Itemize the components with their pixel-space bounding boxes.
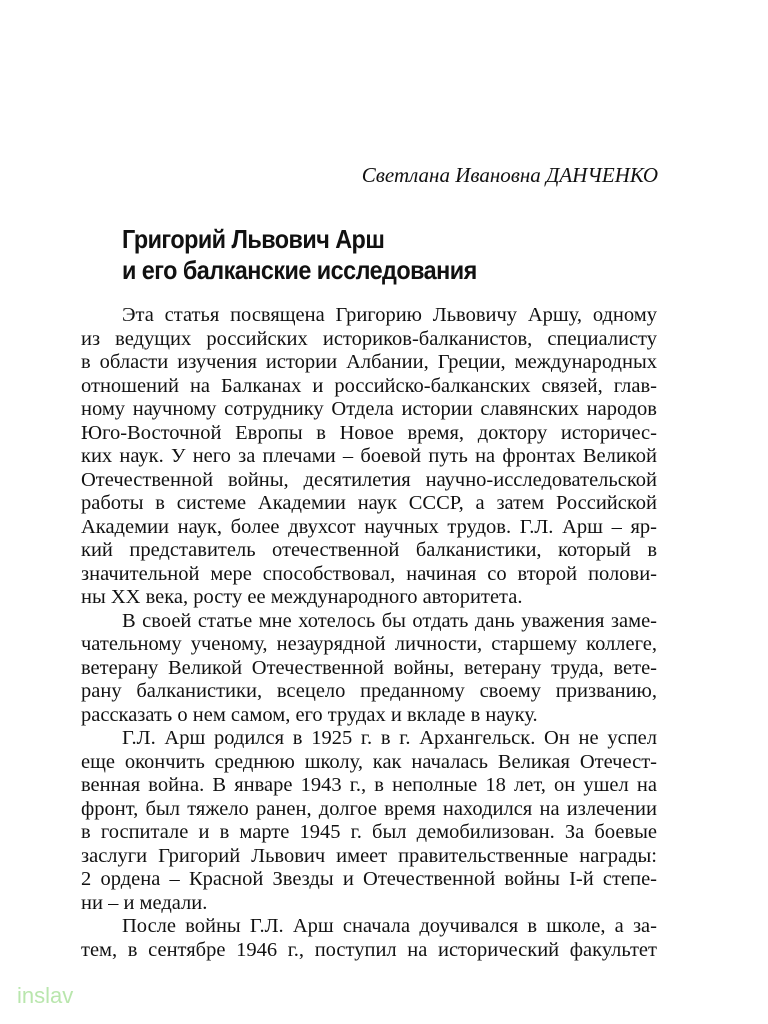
author-name: Светлана Ивановна ДАНЧЕНКО [361, 163, 658, 187]
body-line: венная война. В январе 1943 г., в неполные 18 лет, он ушел на [81, 774, 657, 796]
title-line: и его балканские исследования [122, 255, 477, 285]
body-line: фронт, был тяжело ранен, долгое время находился на излечении [81, 797, 657, 820]
body-line: рассказать о нем самом, его трудах и вкладе в науку. [81, 703, 538, 726]
body-line: ни – и медали. [81, 891, 208, 914]
body-line: Юго-Восточной Европы в Новое время, доктору историчес- [81, 421, 657, 444]
body-line: значительной мере способствовал, начиная со второй полови- [81, 562, 657, 585]
body-line: отношений на Балканах и российско-балканских связей, глав- [81, 374, 657, 397]
body-line: 2 ордена – Красной Звезды и Отечественной войны I-й степе- [81, 868, 657, 890]
body-line: заслуги Григорий Львович имеет правительственные награды: [81, 844, 657, 867]
body-line: ны XX века, росту ее международного авторитета. [81, 586, 523, 608]
body-line: Академии наук, более двухсот научных трудов. Г.Л. Арш – яр- [81, 515, 657, 538]
article-body [81, 304, 657, 962]
body-line: тем, в сентябре 1946 г., поступил на исторический факультет [81, 938, 657, 961]
body-line: В своей статье мне хотелось бы отдать дань уважения заме- [122, 609, 657, 632]
body-line: в области изучения истории Албании, Греции, международных [81, 351, 657, 373]
body-line: Г.Л. Арш родился в 1925 г. в г. Архангельск. Он не успел [122, 727, 657, 749]
body-line: ветерану Великой Отечественной войны, ветерану труда, вете- [81, 656, 657, 679]
body-line: чательному ученому, незаурядной личности, старшему коллеге, [81, 633, 657, 655]
article-title [122, 224, 477, 286]
body-line: После войны Г.Л. Арш сначала доучивался в школе, а за- [122, 915, 657, 937]
body-line: Эта статья посвящена Григорию Львовичу Аршу, одному [122, 304, 657, 326]
body-line: в госпитале и в марте 1945 г. был демобилизован. За боевые [81, 821, 657, 843]
body-line: еще окончить среднюю школу, как началась Великая Отечест- [81, 750, 657, 773]
body-line: рану балканистики, всецело преданному своему призванию, [81, 680, 657, 702]
body-line: из ведущих российских историков-балканистов, специалисту [81, 327, 657, 350]
body-line: ких наук. У него за плечами – боевой путь на фронтах Великой [81, 445, 657, 467]
body-line: ному научному сотруднику Отдела истории славянских народов [81, 398, 657, 420]
body-line: Отечественной войны, десятилетия научно-исследовательской [81, 468, 657, 491]
body-line: работы в системе Академии наук СССР, а затем Российской [81, 492, 657, 514]
body-line: кий представитель отечественной балканистики, который в [81, 539, 657, 561]
title-line: Григорий Львович Арш [122, 224, 385, 254]
watermark-text: inslav [17, 983, 74, 1008]
